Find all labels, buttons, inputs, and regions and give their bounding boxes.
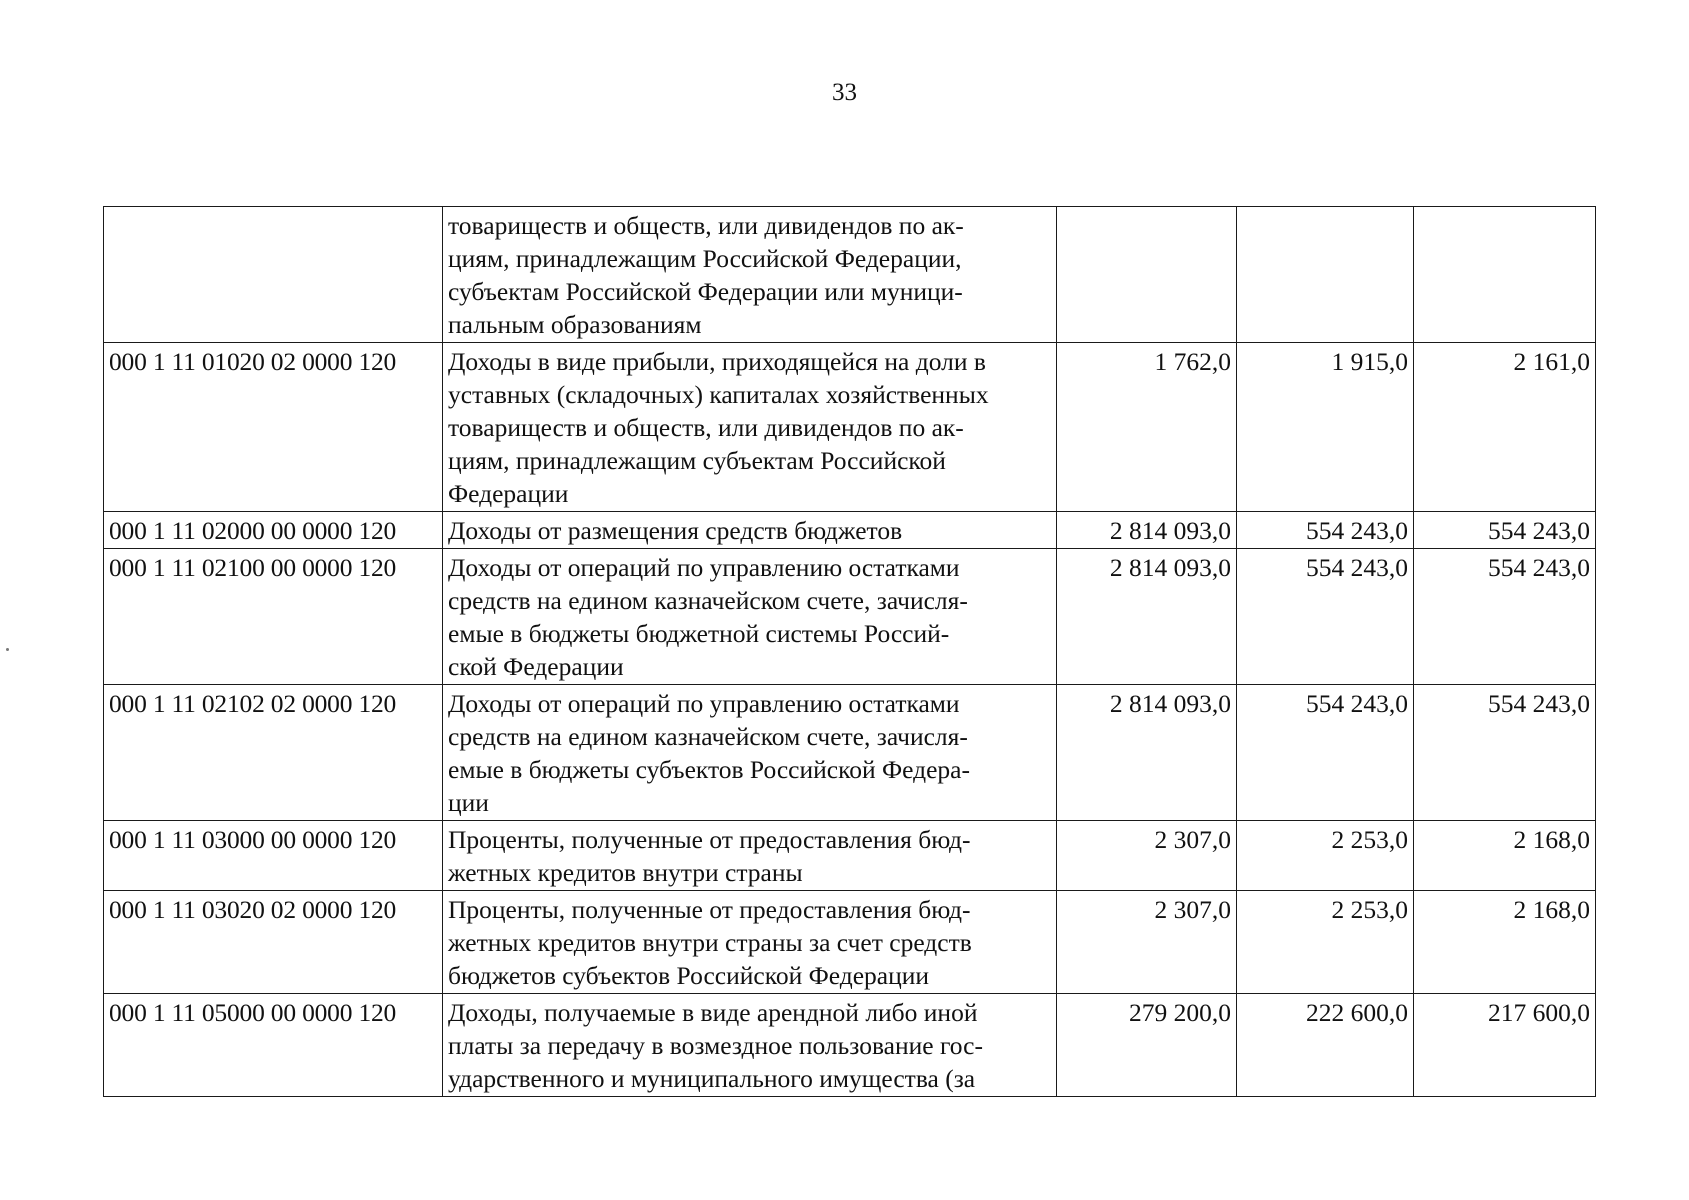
amount-cell-year-3 [1414,207,1596,343]
amount-cell-year-1: 2 307,0 [1057,821,1237,891]
revenue-name-cell [443,512,1057,549]
table-row [104,207,1596,343]
budget-code-cell: 000 1 11 01020 02 0000 120 [104,343,443,512]
amount-cell-year-1: 1 762,0 [1057,343,1237,512]
amount-cell-year-1 [1057,207,1237,343]
revenue-name-line: пальным образованиям [448,310,702,339]
revenue-name-cell [443,685,1057,821]
scan-speck [6,648,9,651]
revenue-name-line: Проценты, полученные от предоставления бюд- [448,895,971,924]
revenue-name-line: бюджетов субъектов Российской Федерации [448,961,930,990]
revenue-name-line: ударственного и муниципального имущества (за [448,1064,976,1093]
revenue-name-line: Доходы от размещения средств бюджетов [448,516,903,545]
revenue-name-line: жетных кредитов внутри страны [448,858,803,887]
revenue-name-line: средств на едином казначейском счете, зачисля- [448,586,968,615]
revenue-name-line: жетных кредитов внутри страны за счет средств [448,928,972,957]
revenue-name-line: циям, принадлежащим субъектам Российской [448,446,946,475]
budget-code-cell: 000 1 11 02102 02 0000 120 [104,685,443,821]
amount-cell-year-1: 2 814 093,0 [1057,549,1237,685]
amount-cell-year-2 [1237,207,1414,343]
revenue-name-cell [443,994,1057,1097]
revenue-name-line: Доходы от операций по управлению остатками [448,689,960,718]
revenue-name-line: циям, принадлежащим Российской Федерации, [448,244,962,273]
revenue-name-line: средств на едином казначейском счете, зачисля- [448,722,968,751]
revenue-name-cell [443,821,1057,891]
amount-cell-year-2: 2 253,0 [1237,891,1414,994]
revenue-name-cell [443,891,1057,994]
amount-cell-year-1: 2 814 093,0 [1057,512,1237,549]
budget-code-cell [104,207,443,343]
amount-cell-year-2: 1 915,0 [1237,343,1414,512]
revenue-name-line: емые в бюджеты бюджетной системы Россий- [448,619,950,648]
revenue-name-line: Доходы, получаемые в виде арендной либо иной [448,998,978,1027]
revenue-name-line: Проценты, полученные от предоставления бюд- [448,825,971,854]
page-number: 33 [832,79,857,106]
revenue-name-cell [443,207,1057,343]
revenue-name-line: Доходы от операций по управлению остатками [448,553,960,582]
amount-cell-year-3: 2 168,0 [1414,891,1596,994]
table-row [104,685,1596,821]
amount-cell-year-3: 554 243,0 [1414,549,1596,685]
table-row [104,821,1596,891]
revenue-name-line: уставных (складочных) капиталах хозяйственных [448,380,989,409]
table-row [104,549,1596,685]
table-row [104,343,1596,512]
amount-cell-year-2: 222 600,0 [1237,994,1414,1097]
amount-cell-year-2: 2 253,0 [1237,821,1414,891]
amount-cell-year-3: 554 243,0 [1414,685,1596,821]
budget-code-cell: 000 1 11 03020 02 0000 120 [104,891,443,994]
amount-cell-year-3: 554 243,0 [1414,512,1596,549]
revenue-name-line: емые в бюджеты субъектов Российской Федера- [448,755,970,784]
revenue-name-line: Доходы в виде прибыли, приходящейся на доли в [448,347,986,376]
budget-code-cell: 000 1 11 02000 00 0000 120 [104,512,443,549]
amount-cell-year-2: 554 243,0 [1237,512,1414,549]
revenue-name-line: товариществ и обществ, или дивидендов по ак- [448,413,964,442]
amount-cell-year-1: 2 307,0 [1057,891,1237,994]
amount-cell-year-2: 554 243,0 [1237,549,1414,685]
budget-revenue-table [103,206,1596,1097]
revenue-name-line: Федерации [448,479,569,508]
budget-code-cell: 000 1 11 03000 00 0000 120 [104,821,443,891]
revenue-name-cell [443,343,1057,512]
amount-cell-year-3: 217 600,0 [1414,994,1596,1097]
table-body [104,207,1596,1097]
revenue-name-line: товариществ и обществ, или дивидендов по ак- [448,211,964,240]
table-row [104,891,1596,994]
amount-cell-year-2: 554 243,0 [1237,685,1414,821]
amount-cell-year-1: 279 200,0 [1057,994,1237,1097]
revenue-name-line: субъектам Российской Федерации или муници- [448,277,963,306]
budget-code-cell: 000 1 11 05000 00 0000 120 [104,994,443,1097]
amount-cell-year-3: 2 161,0 [1414,343,1596,512]
revenue-name-line: ции [448,788,489,817]
amount-cell-year-3: 2 168,0 [1414,821,1596,891]
table-row [104,994,1596,1097]
budget-code-cell: 000 1 11 02100 00 0000 120 [104,549,443,685]
revenue-name-line: платы за передачу в возмездное пользование гос- [448,1031,983,1060]
revenue-name-cell [443,549,1057,685]
amount-cell-year-1: 2 814 093,0 [1057,685,1237,821]
table-row [104,512,1596,549]
revenue-name-line: ской Федерации [448,652,624,681]
